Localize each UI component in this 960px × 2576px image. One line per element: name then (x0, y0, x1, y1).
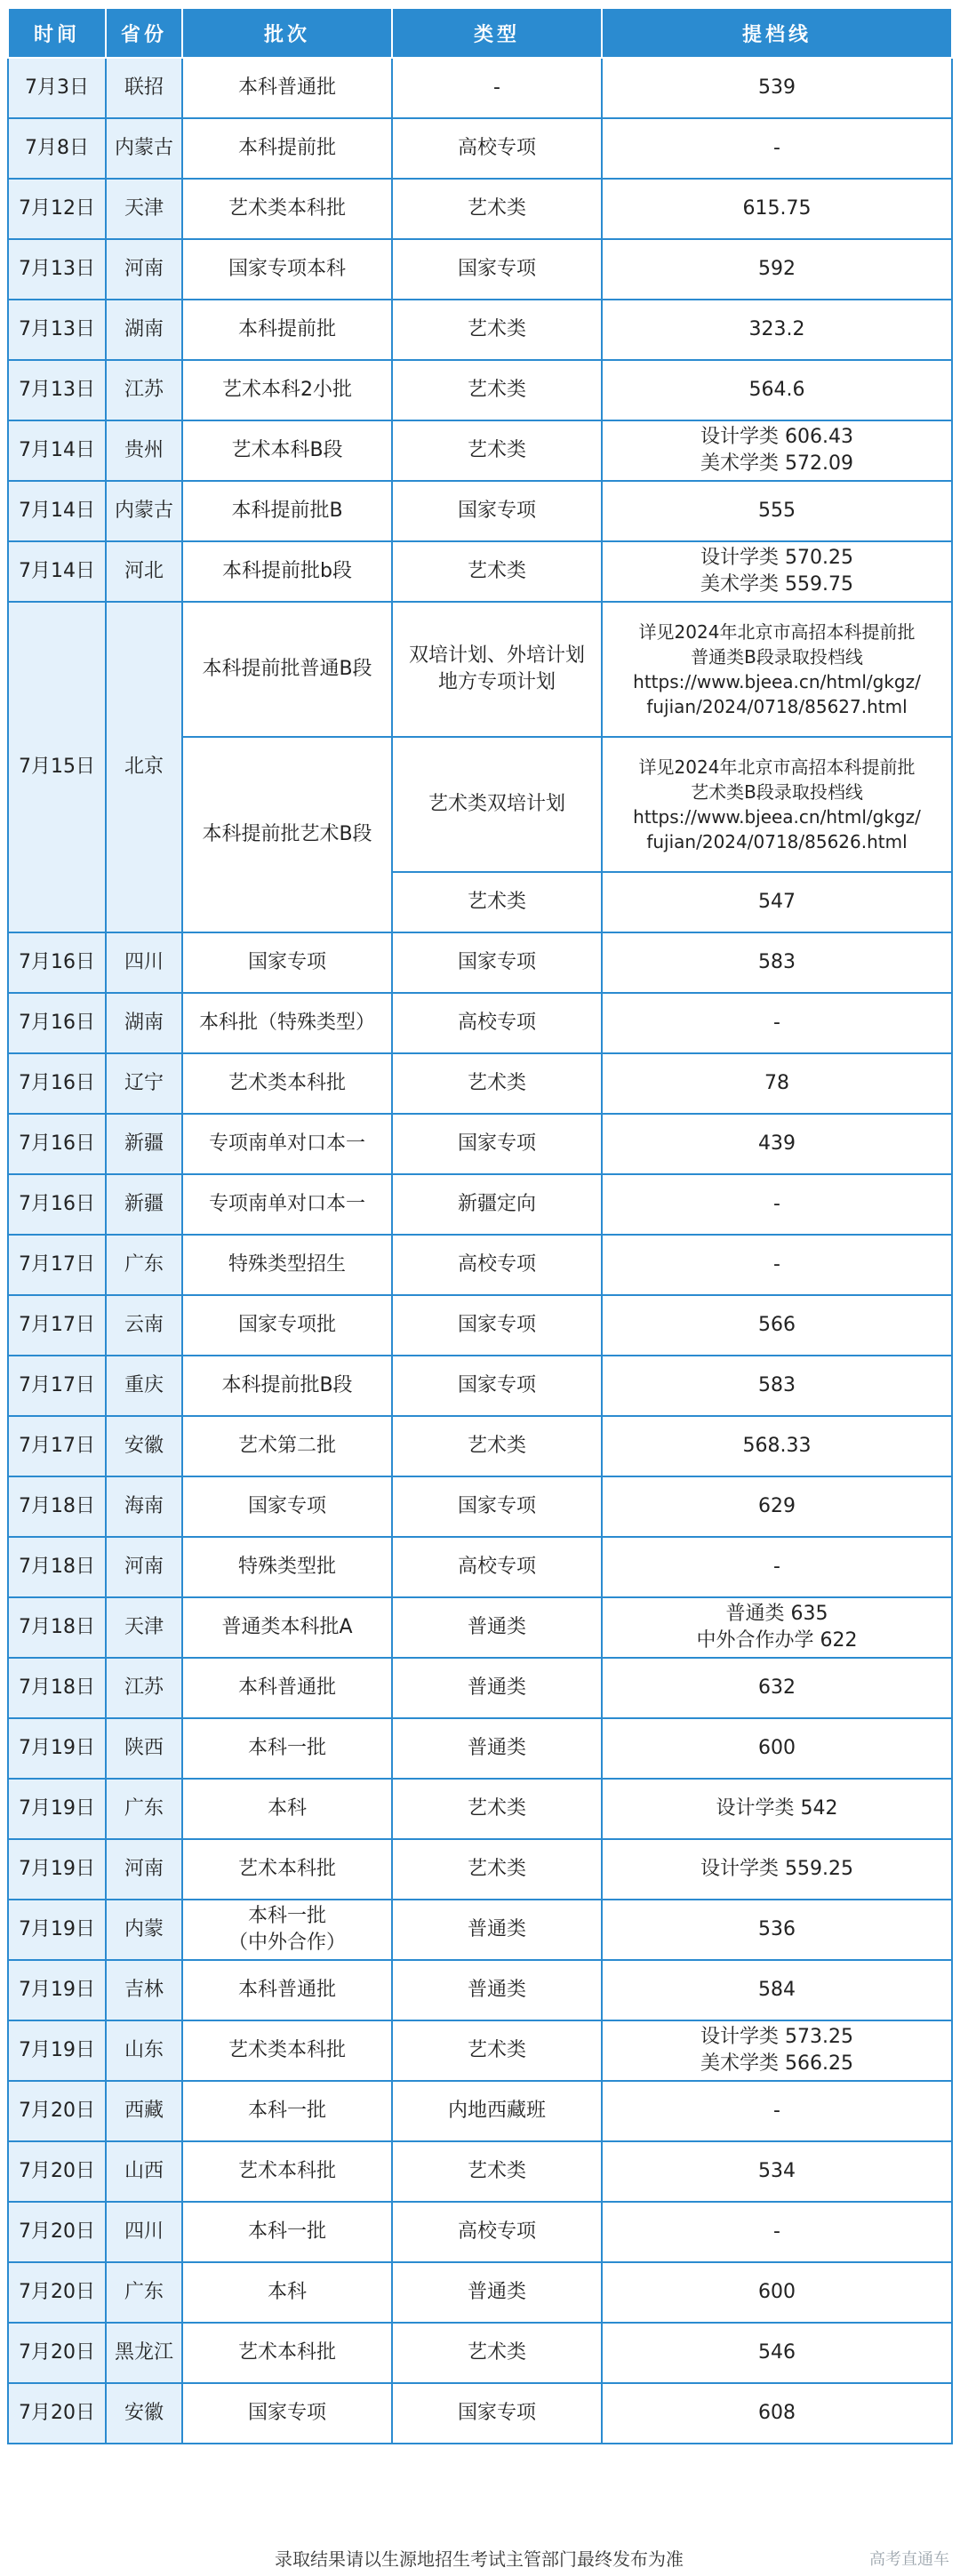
cell-score (602, 541, 952, 602)
cell-date: 7月20日 (8, 2141, 106, 2202)
cell-type: 国家专项 (392, 1356, 602, 1416)
cell-batch: 国家专项 (182, 932, 392, 993)
table-header-row (8, 8, 952, 58)
cell-type: 高校专项 (392, 1235, 602, 1295)
table-row (8, 2020, 952, 2081)
cell-url-line: fujian/2024/0718/85626.html (646, 831, 908, 852)
cell-type: 艺术类 (392, 541, 602, 602)
table-row (8, 2202, 952, 2262)
cell-batch: 艺术本科B段 (182, 420, 392, 481)
cell-batch: 本科普通批 (182, 1960, 392, 2020)
cell-type: 国家专项 (392, 1295, 602, 1356)
table-row (8, 1053, 952, 1114)
cell-type: 国家专项 (392, 932, 602, 993)
table-row (8, 541, 952, 602)
table-row (8, 1839, 952, 1900)
table-row (8, 1114, 952, 1174)
cell-score-line: 设计学类 573.25 (700, 2026, 853, 2048)
cell-type: 高校专项 (392, 2202, 602, 2262)
cell-batch: 本科提前批 (182, 300, 392, 360)
cell-batch: 艺术类本科批 (182, 1053, 392, 1114)
cell-date: 7月20日 (8, 2262, 106, 2323)
cell-type: 普通类 (392, 1718, 602, 1779)
cell-province: 河南 (106, 239, 182, 300)
cell-date: 7月20日 (8, 2383, 106, 2444)
cell-batch: 艺术本科批 (182, 2141, 392, 2202)
cell-score-line: 艺术类B段录取投档线 (691, 781, 863, 803)
cell-date: 7月19日 (8, 1718, 106, 1779)
cell-date: 7月15日 (8, 602, 106, 932)
cell-type: 普通类 (392, 1960, 602, 2020)
cell-type: 艺术类 (392, 300, 602, 360)
cell-batch: 艺术本科批 (182, 1839, 392, 1900)
cell-province: 联招 (106, 58, 182, 118)
cell-province: 新疆 (106, 1114, 182, 1174)
cell-score-line: 美术学类 559.75 (700, 573, 853, 596)
table-row (8, 1356, 952, 1416)
cell-url-line: https://www.bjeea.cn/html/gkgz/ (633, 806, 921, 828)
cell-batch: 特殊类型招生 (182, 1235, 392, 1295)
cell-score: 629 (602, 1476, 952, 1537)
cell-score-line: 普通类 635 (725, 1603, 828, 1625)
table-row (8, 1476, 952, 1537)
header-batch: 批次 (182, 8, 392, 58)
cell-score: 568.33 (602, 1416, 952, 1476)
table-row (8, 118, 952, 179)
cell-batch: 艺术本科2小批 (182, 360, 392, 420)
cell-date: 7月18日 (8, 1658, 106, 1718)
header-province: 省份 (106, 8, 182, 58)
cell-date: 7月14日 (8, 481, 106, 541)
cell-province: 安徽 (106, 2383, 182, 2444)
cell-date: 7月19日 (8, 1839, 106, 1900)
table-row (8, 179, 952, 239)
table-body-part-1 (8, 58, 952, 602)
cell-type: 国家专项 (392, 239, 602, 300)
cell-type: 艺术类 (392, 1839, 602, 1900)
table-row (8, 2081, 952, 2141)
header-type: 类型 (392, 8, 602, 58)
table-row (8, 1537, 952, 1597)
table-row (8, 1779, 952, 1839)
cell-province: 安徽 (106, 1416, 182, 1476)
cell-score: 539 (602, 58, 952, 118)
cell-batch: 本科普通批 (182, 1658, 392, 1718)
cell-score: 设计学类 542 (602, 1779, 952, 1839)
cell-province: 湖南 (106, 993, 182, 1053)
cell-type (392, 602, 602, 737)
cell-batch: 本科普通批 (182, 58, 392, 118)
cell-score (602, 1597, 952, 1658)
cell-batch: 本科批（特殊类型） (182, 993, 392, 1053)
cell-type: 国家专项 (392, 1114, 602, 1174)
cell-batch: 本科一批 (182, 1718, 392, 1779)
cell-score: 583 (602, 1356, 952, 1416)
cell-province: 内蒙古 (106, 118, 182, 179)
cell-batch: 艺术第二批 (182, 1416, 392, 1476)
cell-province: 广东 (106, 1235, 182, 1295)
cell-province: 内蒙古 (106, 481, 182, 541)
cell-type: 艺术类 (392, 1779, 602, 1839)
cell-type: 艺术类双培计划 (392, 737, 602, 872)
cell-score: - (602, 1235, 952, 1295)
cell-date: 7月16日 (8, 1053, 106, 1114)
cell-score (602, 420, 952, 481)
cell-type: 国家专项 (392, 2383, 602, 2444)
cell-province: 贵州 (106, 420, 182, 481)
cell-score: 323.2 (602, 300, 952, 360)
cell-province: 四川 (106, 2202, 182, 2262)
cell-batch: 本科提前批 (182, 118, 392, 179)
cell-type: 艺术类 (392, 420, 602, 481)
cell-batch: 普通类本科批A (182, 1597, 392, 1658)
table-row (8, 300, 952, 360)
table-row (8, 1718, 952, 1779)
cell-url-line: fujian/2024/0718/85627.html (646, 696, 908, 717)
cell-batch: 国家专项批 (182, 1295, 392, 1356)
table-row (8, 239, 952, 300)
cell-score (602, 602, 952, 737)
cell-date: 7月18日 (8, 1597, 106, 1658)
table-row (8, 58, 952, 118)
cell-score: 592 (602, 239, 952, 300)
cell-province: 江苏 (106, 360, 182, 420)
cell-score: - (602, 2081, 952, 2141)
cell-type: 高校专项 (392, 1537, 602, 1597)
cell-type: 内地西藏班 (392, 2081, 602, 2141)
cell-batch: 本科一批 (182, 2081, 392, 2141)
cell-province: 内蒙 (106, 1900, 182, 1960)
cell-province: 湖南 (106, 300, 182, 360)
table-row (8, 2141, 952, 2202)
cell-score: - (602, 993, 952, 1053)
cell-score: 566 (602, 1295, 952, 1356)
cell-score-line: 美术学类 572.09 (700, 452, 853, 475)
cell-score-line: 设计学类 606.43 (700, 426, 853, 448)
cell-date: 7月16日 (8, 1114, 106, 1174)
cell-date: 7月18日 (8, 1476, 106, 1537)
cell-province: 山西 (106, 2141, 182, 2202)
cell-batch: 本科一批 (182, 2202, 392, 2262)
table-row (8, 2383, 952, 2444)
cell-date: 7月13日 (8, 360, 106, 420)
table-body-part-2 (8, 932, 952, 2444)
cell-province: 陕西 (106, 1718, 182, 1779)
cell-type: 艺术类 (392, 1053, 602, 1114)
cell-province: 广东 (106, 2262, 182, 2323)
cell-date: 7月3日 (8, 58, 106, 118)
cell-score: - (602, 118, 952, 179)
cell-batch: 国家专项 (182, 1476, 392, 1537)
table-row (8, 1900, 952, 1960)
table-row (8, 1295, 952, 1356)
cell-batch: 本科提前批b段 (182, 541, 392, 602)
cell-batch: 专项南单对口本一 (182, 1174, 392, 1235)
cell-date: 7月16日 (8, 1174, 106, 1235)
cell-province: 重庆 (106, 1356, 182, 1416)
cell-province: 河南 (106, 1537, 182, 1597)
cell-date: 7月20日 (8, 2081, 106, 2141)
cell-score: 546 (602, 2323, 952, 2383)
cell-score-line: 详见2024年北京市高招本科提前批 (638, 621, 916, 643)
watermark: 高考直通车 (869, 2550, 949, 2569)
cell-type: 艺术类 (392, 179, 602, 239)
cell-type: 艺术类 (392, 2141, 602, 2202)
cell-score: - (602, 1537, 952, 1597)
cell-score: - (602, 2202, 952, 2262)
cell-batch: 艺术本科批 (182, 2323, 392, 2383)
cell-province: 云南 (106, 1295, 182, 1356)
cell-province: 河北 (106, 541, 182, 602)
header-score: 提档线 (602, 8, 952, 58)
cell-score: 78 (602, 1053, 952, 1114)
table-row (8, 993, 952, 1053)
cell-type: 普通类 (392, 1900, 602, 1960)
cell-type: 普通类 (392, 2262, 602, 2323)
cell-score: 536 (602, 1900, 952, 1960)
cell-date: 7月17日 (8, 1295, 106, 1356)
table-row (8, 932, 952, 993)
cell-province: 四川 (106, 932, 182, 993)
cell-date: 7月14日 (8, 541, 106, 602)
cell-type: 艺术类 (392, 360, 602, 420)
cell-type: - (392, 58, 602, 118)
table-row (8, 481, 952, 541)
cell-type: 国家专项 (392, 481, 602, 541)
cell-province: 广东 (106, 1779, 182, 1839)
cell-type: 高校专项 (392, 993, 602, 1053)
cell-batch: 专项南单对口本一 (182, 1114, 392, 1174)
cell-type: 国家专项 (392, 1476, 602, 1537)
cell-type-line: 双培计划、外培计划 (408, 644, 585, 667)
cell-province: 新疆 (106, 1174, 182, 1235)
cell-score: - (602, 1174, 952, 1235)
cell-url-line: https://www.bjeea.cn/html/gkgz/ (633, 671, 921, 692)
cell-batch: 本科提前批普通B段 (182, 602, 392, 737)
table-row (8, 602, 952, 737)
cell-score-line: 普通类B段录取投档线 (691, 646, 863, 668)
cell-score (602, 737, 952, 872)
cell-batch: 本科提前批艺术B段 (182, 737, 392, 932)
cell-score: 608 (602, 2383, 952, 2444)
cell-province: 西藏 (106, 2081, 182, 2141)
cell-score: 439 (602, 1114, 952, 1174)
cell-date: 7月12日 (8, 179, 106, 239)
table-row (8, 2323, 952, 2383)
cell-batch: 本科提前批B (182, 481, 392, 541)
cell-date: 7月14日 (8, 420, 106, 481)
cell-score-line: 美术学类 566.25 (700, 2052, 853, 2075)
table-row (8, 1174, 952, 1235)
cell-province: 天津 (106, 179, 182, 239)
cell-date: 7月16日 (8, 932, 106, 993)
table-row (8, 360, 952, 420)
cell-province: 海南 (106, 1476, 182, 1537)
table-row (8, 2262, 952, 2323)
cell-batch: 艺术类本科批 (182, 2020, 392, 2081)
cell-batch: 本科 (182, 1779, 392, 1839)
cell-type: 高校专项 (392, 118, 602, 179)
cell-date: 7月20日 (8, 2323, 106, 2383)
table-row (8, 420, 952, 481)
cell-province: 辽宁 (106, 1053, 182, 1114)
cell-province: 天津 (106, 1597, 182, 1658)
cell-province: 山东 (106, 2020, 182, 2081)
score-table (7, 7, 953, 2444)
cell-date: 7月13日 (8, 300, 106, 360)
cell-type: 普通类 (392, 1597, 602, 1658)
cell-batch: 特殊类型批 (182, 1537, 392, 1597)
cell-date: 7月17日 (8, 1416, 106, 1476)
table-row (8, 1416, 952, 1476)
footer-note: 录取结果请以生源地招生考试主管部门最终发布为准 (275, 2548, 684, 2570)
cell-score: 632 (602, 1658, 952, 1718)
cell-type: 艺术类 (392, 2323, 602, 2383)
cell-batch (182, 1900, 392, 1960)
header-date: 时间 (8, 8, 106, 58)
cell-province: 江苏 (106, 1658, 182, 1718)
cell-type-line: 地方专项计划 (437, 671, 556, 693)
cell-date: 7月19日 (8, 2020, 106, 2081)
table-row (8, 1658, 952, 1718)
cell-score: 600 (602, 1718, 952, 1779)
cell-score: 534 (602, 2141, 952, 2202)
cell-batch-line: （中外合作） (228, 1932, 346, 1954)
cell-score: 547 (602, 872, 952, 932)
cell-score: 600 (602, 2262, 952, 2323)
cell-score (602, 2020, 952, 2081)
cell-type: 艺术类 (392, 1416, 602, 1476)
cell-province: 北京 (106, 602, 182, 932)
cell-date: 7月16日 (8, 993, 106, 1053)
table-row (8, 1235, 952, 1295)
cell-score: 555 (602, 481, 952, 541)
cell-date: 7月19日 (8, 1779, 106, 1839)
cell-type: 新疆定向 (392, 1174, 602, 1235)
cell-date: 7月8日 (8, 118, 106, 179)
cell-date: 7月13日 (8, 239, 106, 300)
cell-score: 设计学类 559.25 (602, 1839, 952, 1900)
cell-batch-line: 本科一批 (247, 1905, 326, 1927)
cell-score: 564.6 (602, 360, 952, 420)
cell-score: 615.75 (602, 179, 952, 239)
cell-batch: 本科 (182, 2262, 392, 2323)
cell-date: 7月18日 (8, 1537, 106, 1597)
cell-batch: 国家专项本科 (182, 239, 392, 300)
cell-score-line: 设计学类 570.25 (700, 547, 853, 569)
table-row (8, 1960, 952, 2020)
cell-batch: 艺术类本科批 (182, 179, 392, 239)
score-table-container (7, 7, 951, 2444)
cell-type: 艺术类 (392, 2020, 602, 2081)
beijing-group (8, 602, 952, 932)
table-row (8, 1597, 952, 1658)
cell-type: 艺术类 (392, 872, 602, 932)
cell-batch: 国家专项 (182, 2383, 392, 2444)
cell-score-line: 详见2024年北京市高招本科提前批 (638, 756, 916, 778)
cell-score: 584 (602, 1960, 952, 2020)
cell-score-line: 中外合作办学 622 (696, 1629, 858, 1652)
cell-score: 583 (602, 932, 952, 993)
cell-date: 7月19日 (8, 1960, 106, 2020)
cell-province: 河南 (106, 1839, 182, 1900)
cell-date: 7月17日 (8, 1235, 106, 1295)
cell-date: 7月17日 (8, 1356, 106, 1416)
cell-province: 吉林 (106, 1960, 182, 2020)
cell-date: 7月20日 (8, 2202, 106, 2262)
cell-batch: 本科提前批B段 (182, 1356, 392, 1416)
cell-date: 7月19日 (8, 1900, 106, 1960)
cell-province: 黑龙江 (106, 2323, 182, 2383)
cell-type: 普通类 (392, 1658, 602, 1718)
